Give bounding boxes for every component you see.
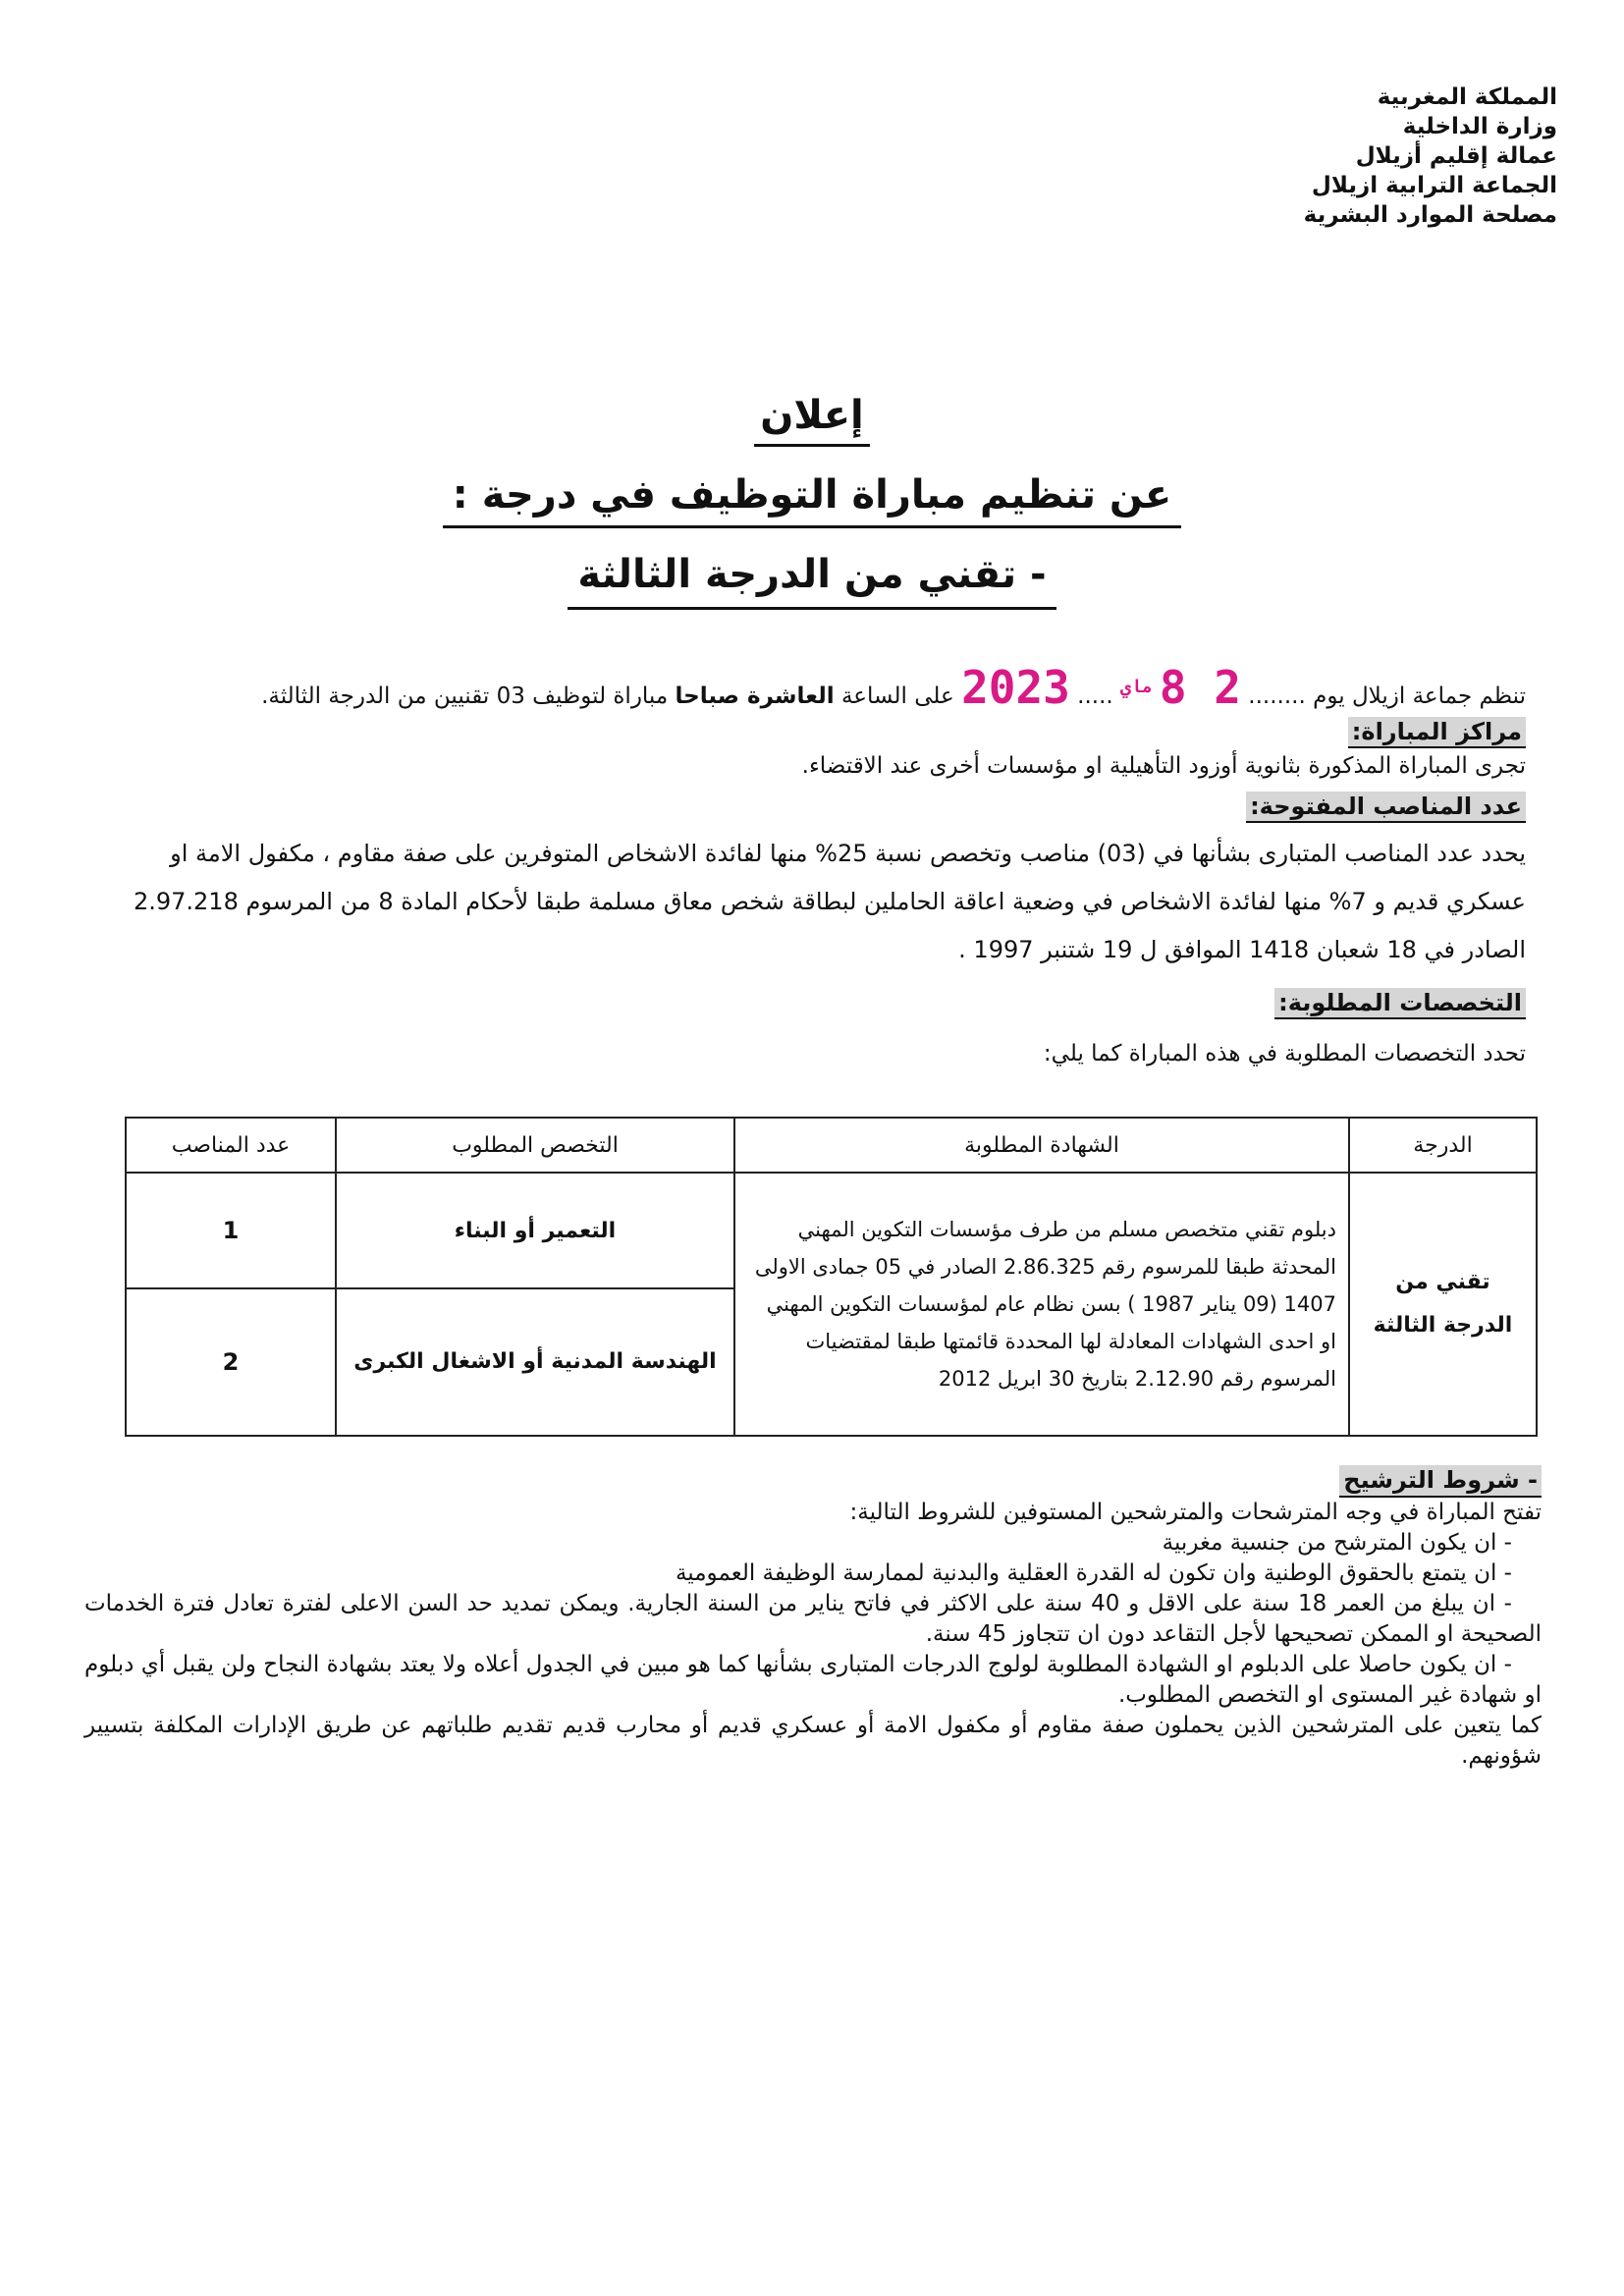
header-kingdom: المملكة المغربية xyxy=(1377,84,1557,110)
col-header-diploma: الشهادة المطلوبة xyxy=(734,1118,1349,1173)
posts-heading: عدد المناصب المفتوحة: xyxy=(1246,792,1526,823)
posts-heading-line xyxy=(147,792,1526,823)
header-ministry: وزارة الداخلية xyxy=(1402,114,1557,139)
posts-paragraph xyxy=(94,830,1526,974)
centers-text: تجرى المباراة المذكورة بثانوية أوزود التأهيلية او مؤسسات أخرى عند الاقتضاء. xyxy=(801,753,1526,779)
announcement-title: إعلان xyxy=(754,393,870,447)
table-row xyxy=(126,1173,1537,1288)
stamp-day: 2 8 xyxy=(1159,661,1241,714)
posts-line-3: الصادر في 18 شعبان 1418 الموافق ل 19 شتنبر 1997 . xyxy=(958,936,1526,963)
specialty-cell-1: التعمير أو البناء xyxy=(336,1173,734,1288)
announcement-subject: عن تنظيم مباراة التوظيف في درجة : xyxy=(443,472,1181,528)
header-service: مصلحة الموارد البشرية xyxy=(1303,202,1557,228)
header-prefecture: عمالة إقليم أزيلال xyxy=(1355,143,1557,169)
specialty-cell-2: الهندسة المدنية أو الاشغال الكبرى xyxy=(336,1288,734,1436)
conditions-intro: تفتح المباراة في وجه المترشحات والمترشحين المستوفين للشروط التالية: xyxy=(849,1500,1542,1525)
header-commune: الجماعة الترابية ازيلال xyxy=(1311,173,1557,198)
intro-part1: تنظم جماعة ازيلال يوم xyxy=(1313,683,1526,709)
specialties-heading: التخصصات المطلوبة: xyxy=(1274,988,1526,1019)
col-header-grade: الدرجة xyxy=(1349,1118,1537,1173)
posts-line-2: عسكري قديم و 7% منها لفائدة الاشخاص في وضعية اعاقة الحاملين لبطاقة شخص معاق مسلمة طبقا لأحكام المادة 8 من المرسوم 2.97.218 xyxy=(133,888,1526,915)
stamp-month: ماي xyxy=(1120,677,1153,697)
specialties-text: تحدد التخصصات المطلوبة في هذه المباراة كما يلي: xyxy=(1043,1041,1526,1066)
table-header-row xyxy=(126,1118,1537,1173)
intro-part3: مباراة لتوظيف 03 تقنيين من الدرجة الثالثة. xyxy=(261,683,669,709)
diploma-cell: دبلوم تقني متخصص مسلم من طرف مؤسسات التكوين المهني المحدثة طبقا للمرسوم رقم 2.86.325 الصادر في 05 جمادى الاولى 1407 (09 يناير 1987 ) بسن نظام عام لمؤسسات التكوين المهني او احدى الشهادات المعادلة لها المحددة قائمتها طبقا لمقتضيات المرسوم رقم 2.12.90 بتاريخ 30 ابريل 2012 xyxy=(734,1173,1349,1436)
announcement-grade: - تقني من الدرجة الثالثة xyxy=(568,552,1056,610)
conditions-closing: كما يتعين على المترشحين الذين يحملون صفة مقاوم أو مكفول الامة أو عسكري قديم أو محارب قديم تقديم طلباتهم عن طريق الإدارات المكلفة بتسيير شؤونهم. xyxy=(84,1713,1542,1769)
intro-dots1: ........ xyxy=(1248,683,1306,709)
col-header-specialty: التخصص المطلوب xyxy=(336,1118,734,1173)
count-cell-2: 2 xyxy=(126,1288,336,1436)
condition-item: - ان يتمتع بالحقوق الوطنية وان تكون له القدرة العقلية والبدنية لممارسة الوظيفة العمومية xyxy=(676,1560,1512,1586)
col-header-count: عدد المناصب xyxy=(126,1118,336,1173)
conditions-heading: - شروط الترشيح xyxy=(1339,1465,1542,1498)
administrative-header xyxy=(1223,82,1557,230)
centers-heading-line xyxy=(147,717,1526,748)
specialties-heading-line xyxy=(147,988,1526,1019)
condition-item: - ان يكون المترشح من جنسية مغربية xyxy=(1163,1530,1512,1556)
intro-dots2: ..... xyxy=(1077,683,1113,709)
intro-part2: على الساعة xyxy=(840,683,954,709)
condition-item: - ان يبلغ من العمر 18 سنة على الاقل و 40 سنة على الاكثر في فاتح يناير من السنة الجارية. ويمكن تمديد حد السن الاعلى لفترة تعادل فترة الخدمات الصحيحة او الممكن تصحيحها لأجل التقاعد دون ان تتجاوز 45 سنة. xyxy=(84,1591,1542,1647)
grade-cell: تقني من الدرجة الثالثة xyxy=(1349,1173,1537,1436)
conditions-section xyxy=(84,1465,1542,1772)
posts-line-1: يحدد عدد المناصب المتبارى بشأنها في (03) مناصب وتخصص نسبة 25% منها لفائدة الاشخاص المتوفرين على صفة مقاوم ، مكفول الامة او xyxy=(170,840,1526,867)
condition-item: - ان يكون حاصلا على الدبلوم او الشهادة المطلوبة لولوج الدرجات المتبارى بشأنها كما هو مبين في الجدول أعلاه ولا يعتد بشهادة النجاح ولن يقبل أي دبلوم او شهادة غير المستوى او التخصص المطلوب. xyxy=(84,1652,1542,1708)
centers-heading: مراكز المباراة: xyxy=(1348,717,1526,748)
count-cell-1: 1 xyxy=(126,1173,336,1288)
stamp-year: 2023 xyxy=(961,661,1070,714)
positions-table xyxy=(125,1117,1538,1437)
intro-time: العاشرة صباحا xyxy=(675,683,835,709)
intro-line xyxy=(137,660,1526,724)
announcement-titles xyxy=(0,393,1624,610)
